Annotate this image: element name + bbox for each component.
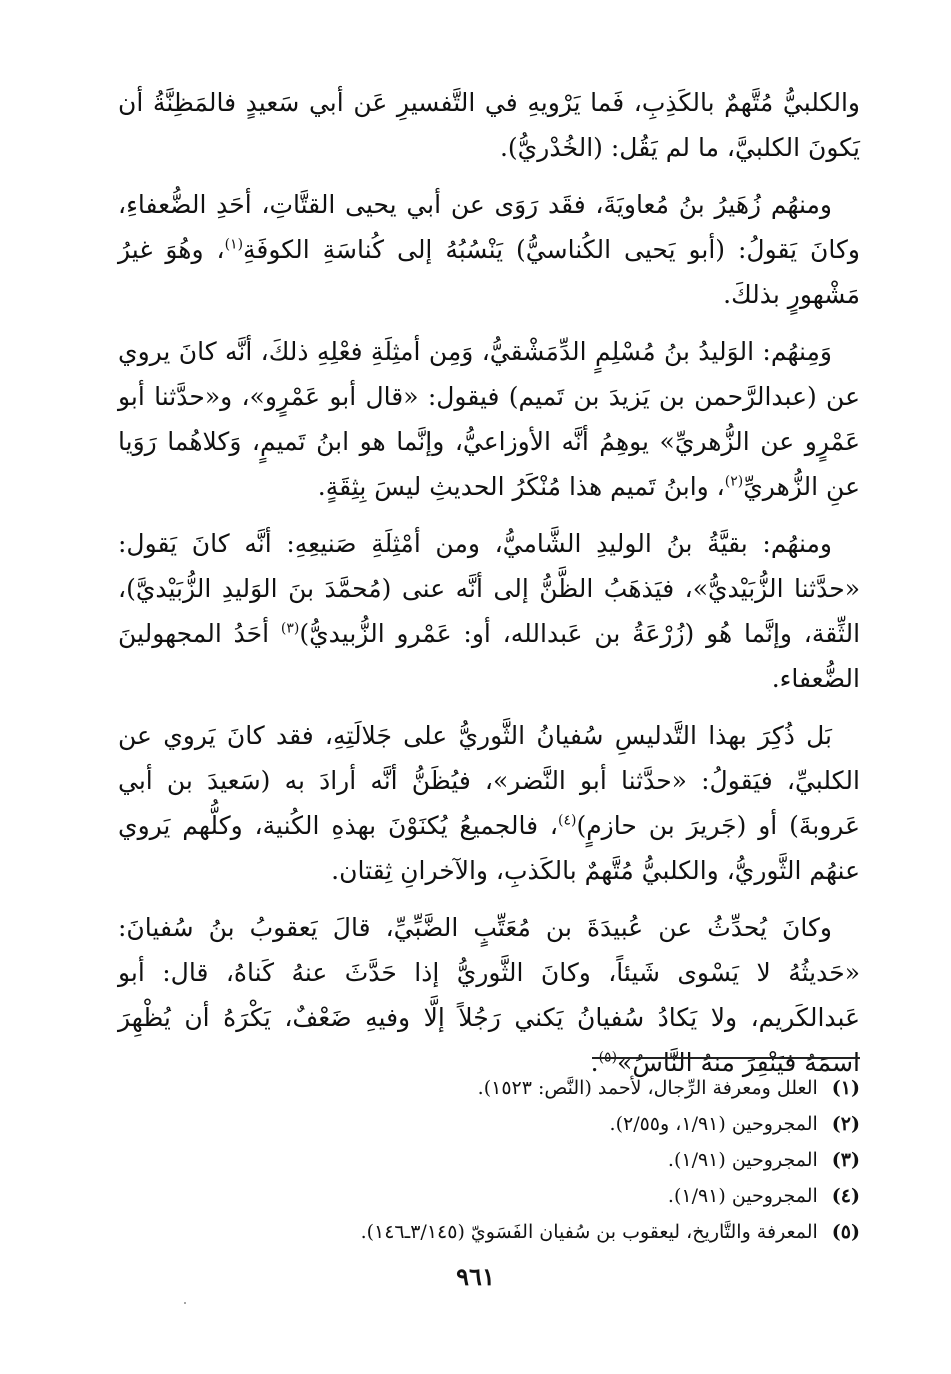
scan-speck [184,1302,186,1304]
footnote-number: (٣) [831,1149,860,1171]
footnote-item [160,1214,860,1250]
paragraph-text: ، وابنُ تَميم هذا مُنْكَرُ الحديثِ ليسَ بِثِقَةٍ. [317,472,725,501]
paragraph [118,521,860,701]
footnote-number: (٤) [831,1185,860,1207]
footnote-number: (٢) [831,1113,860,1135]
footnote-marker[interactable]: (٥) [598,1049,618,1066]
paragraph-text: والكلبيُّ مُتَّهمٌ بالكَذِبِ، فَما يَرْويهِ في التَّفسيرِ عَن أبي سَعيدٍ فالمَظِنَّةُ أن يَكونَ الكلبيَّ، ما لم يَقُل: (الخُدْريُّ). [118,88,860,162]
footnote-marker[interactable]: (١) [224,236,244,253]
paragraph-text: ومنهُم زُهَيرُ بنُ مُعاويَةَ، فقَد رَوَى عن أبي يحيى القتَّاتِ، أحَدِ الضُّعفاءِ، وكانَ يَقولُ: (أبو يَحيى الكُناسيُّ) يَنْسُبُهُ إلى كُناسَةِ الكوفَةِ [118,190,861,264]
page-number: ٩٦١ [456,1262,495,1291]
footnote-item [160,1106,860,1142]
footnote-divider [592,1057,860,1059]
paragraph-text: أحَدُ المجهولينَ الضُّعفاء. [118,619,860,693]
footnotes-list [160,1070,860,1250]
paragraph [118,182,860,317]
footnote-item [160,1142,860,1178]
footnote-text: المجروحين (١/٩١، و٢/٥٥). [609,1113,818,1135]
paragraph-text: بَل ذُكِرَ بهذا التَّدليسِ سُفيانُ الثَّوريُّ على جَلالَتِهِ، فقد كانَ يَروي عن الكلبيِّ، فيَقولُ: «حدَّثنا أبو النَّضر»، فيُظَنُّ أنَّه أرادَ به (سَعيدَ بن أبي عَروبةَ) أو (جَريرَ بن حازمٍ) [118,721,860,840]
paragraph-text: وَمِنهُم: الوَليدُ بنُ مُسْلِمٍ الدِّمَشْقيُّ، وَمِن أمثِلَةِ فعْلِهِ ذلكَ، أنَّه كانَ يروي عن (عبدالرَّحمن بن يَزيدَ بن تَميم) فيقول: «قال أبو عَمْرٍو»، و«حدَّثنا أبو عَمْرٍو عن الزُّهريِّ» يوهِمُ أنَّه الأوزاعيُّ، وإنَّما هو ابنُ تَميمٍ، وَكلاهُما رَوَيا عنِ الزُّهريِّ [118,337,860,501]
footnote-item [160,1070,860,1106]
paragraph-text: ومنهُم: بقيَّةُ بنُ الوليدِ الشَّاميُّ، ومن أمْثِلَةِ صَنيعِهِ: أنَّه كانَ يَقول: «حدَّثنا الزُّبَيْديُّ»، فيَذهَبُ الظَّنُّ إلى أنَّه عنى (مُحمَّدَ بنَ الوَليدِ الزُّبَيْديَّ)، الثِّقة، وإنَّما هُو (زُرْعَةُ بن عَبدالله، أو: عَمْرو الزُّبيديُّ) [118,529,861,648]
footnote-text: المجروحين (١/٩١). [667,1185,818,1207]
footnote-text: العلل ومعرفة الرِّجال، لأحمد (النَّص: ١٥٢٣). [477,1077,818,1099]
footnote-number: (١) [831,1077,860,1099]
footnote-marker[interactable]: (٤) [557,812,577,829]
paragraph [118,329,860,509]
paragraph-text: . [590,1048,599,1077]
footnote-marker[interactable]: (٣) [280,620,300,637]
page-body [118,80,860,1097]
paragraph-text: ، فالجميعُ يُكنَوْنَ بهذهِ الكُنية، وكلُّهم يَروي عنهُم الثَّوريُّ، والكلبيُّ مُتَّهمٌ بالكَذبِ، والآخرانِ ثِقتان. [118,811,860,885]
footnote-text: المجروحين (١/٩١). [667,1149,818,1171]
paragraph [118,80,860,170]
footnote-marker[interactable]: (٢) [724,473,744,490]
paragraph-text: وكانَ يُحدِّثُ عن عُبيدَةَ بن مُعَتِّبٍ الضَّبِّيِّ، قالَ يَعقوبُ بنُ سُفيانَ: «حَديثُهُ لا يَسْوى شَيئاً، وكانَ الثَّوريُّ إذا حَدَّثَ عنهُ كَناهُ، قال: أبو عَبدالكَريم، ولا يَكادُ سُفيانُ يَكني رَجُلاً إلَّا وفيهِ ضَعْفٌ، يَكْرَهُ أن يُظْهِرَ اسمَهُ فيَنْفِرَ منهُ النَّاسُ» [118,913,860,1077]
footnote-number: (٥) [831,1221,860,1243]
paragraph [118,713,860,893]
footnote-text: المعرفة والتَّاريخ، ليعقوب بن سُفيان الفَسَويّ (٣/١٤٥ـ١٤٦). [360,1221,818,1243]
paragraph-text: ، وهُوَ غيرُ مَشْهورٍ بذلكَ. [118,235,860,309]
footnote-item [160,1178,860,1214]
